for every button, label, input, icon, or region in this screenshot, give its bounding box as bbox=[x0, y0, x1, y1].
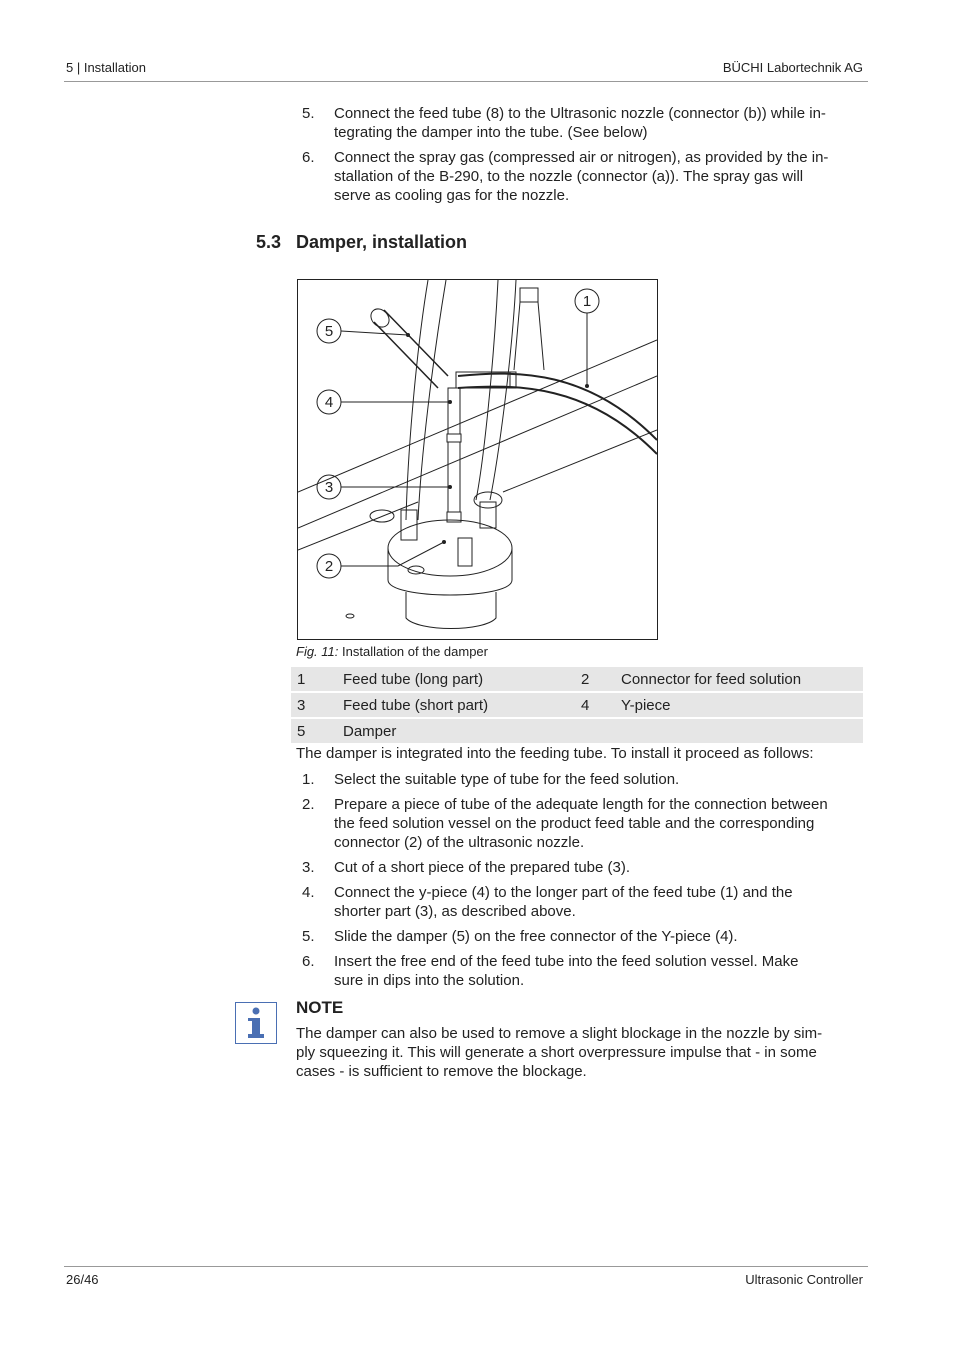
header-section-label: 5 | Installation bbox=[66, 60, 146, 75]
section-title: Damper, installation bbox=[296, 232, 468, 252]
note-text bbox=[296, 1024, 862, 1081]
table-row bbox=[291, 667, 863, 692]
callout-1: 1 bbox=[582, 293, 592, 310]
list-item bbox=[296, 952, 866, 990]
list-item bbox=[296, 148, 866, 205]
header-company: BÜCHI Labortechnik AG bbox=[722, 60, 863, 75]
note-line: ply squeezing it. This will generate a short overpressure impulse that - in some bbox=[296, 1044, 817, 1061]
step-text: Connect the feed tube (8) to the Ultrasonic nozzle (connector (b)) while in- bbox=[334, 105, 826, 122]
table-row bbox=[291, 718, 863, 744]
intro-paragraph: The damper is integrated into the feeding tube. To install it proceed as follows: bbox=[296, 745, 814, 762]
legend-table bbox=[291, 667, 863, 745]
step-text: shorter part (3), as described above. bbox=[334, 903, 576, 920]
step-text: Slide the damper (5) on the free connector of the Y-piece (4). bbox=[334, 928, 738, 945]
legend-number: 1 bbox=[291, 667, 343, 692]
step-text: sure in dips into the solution. bbox=[334, 972, 525, 989]
legend-label bbox=[621, 718, 863, 744]
callout-3: 3 bbox=[324, 479, 334, 496]
step-number: 5. bbox=[302, 105, 315, 122]
step-text: serve as cooling gas for the nozzle. bbox=[334, 187, 570, 204]
step-number: 2. bbox=[302, 796, 315, 813]
note-line: The damper can also be used to remove a slight blockage in the nozzle by sim- bbox=[296, 1025, 823, 1042]
page-number: 26/46 bbox=[66, 1272, 99, 1287]
step-number: 3. bbox=[302, 859, 315, 876]
legend-label: Y-piece bbox=[621, 692, 863, 718]
note-title: NOTE bbox=[296, 998, 344, 1017]
steps-top-list bbox=[296, 104, 866, 205]
step-text: Prepare a piece of tube of the adequate length for the connection between bbox=[334, 796, 828, 813]
caption-text: Installation of the damper bbox=[342, 644, 488, 659]
step-text: Cut of a short piece of the prepared tube (3). bbox=[334, 859, 631, 876]
step-text: Connect the spray gas (compressed air or nitrogen), as provided by the in- bbox=[334, 149, 829, 166]
damper-illustration bbox=[298, 280, 657, 639]
legend-label: Feed tube (long part) bbox=[343, 667, 581, 692]
section-heading bbox=[256, 232, 467, 253]
legend-number bbox=[581, 718, 621, 744]
legend-label: Connector for feed solution bbox=[621, 667, 863, 692]
step-text: Select the suitable type of tube for the feed solution. bbox=[334, 771, 680, 788]
legend-number: 3 bbox=[291, 692, 343, 718]
step-number: 6. bbox=[302, 953, 315, 970]
list-item bbox=[296, 858, 866, 877]
step-number: 5. bbox=[302, 928, 315, 945]
caption-label: Fig. 11: bbox=[296, 644, 339, 659]
legend-number: 5 bbox=[291, 718, 343, 744]
step-text: Connect the y-piece (4) to the longer part of the feed tube (1) and the bbox=[334, 884, 793, 901]
section-number: 5.3 bbox=[256, 232, 282, 252]
footer-rule bbox=[64, 1266, 868, 1267]
legend-label: Feed tube (short part) bbox=[343, 692, 581, 718]
legend-number: 2 bbox=[581, 667, 621, 692]
info-icon bbox=[235, 1002, 277, 1044]
step-text: Insert the free end of the feed tube into the feed solution vessel. Make bbox=[334, 953, 799, 970]
step-number: 6. bbox=[302, 149, 315, 166]
callout-4: 4 bbox=[324, 394, 334, 411]
step-text: stallation of the B-290, to the nozzle (connector (a)). The spray gas will bbox=[334, 168, 804, 185]
callout-2: 2 bbox=[324, 558, 334, 575]
step-text: connector (2) of the ultrasonic nozzle. bbox=[334, 834, 585, 851]
header-rule bbox=[64, 81, 868, 82]
steps-list bbox=[296, 770, 866, 990]
list-item bbox=[296, 795, 866, 852]
step-number: 1. bbox=[302, 771, 315, 788]
list-item bbox=[296, 927, 866, 946]
footer-product: Ultrasonic Controller bbox=[745, 1272, 863, 1287]
table-row bbox=[291, 692, 863, 718]
list-item bbox=[296, 770, 866, 789]
step-text: tegrating the damper into the tube. (See below) bbox=[334, 124, 648, 141]
step-text: the feed solution vessel on the product feed table and the corresponding bbox=[334, 815, 815, 832]
note-line: cases - is sufficient to remove the blockage. bbox=[296, 1063, 587, 1080]
legend-number: 4 bbox=[581, 692, 621, 718]
damper-installation-figure bbox=[297, 279, 658, 640]
list-item bbox=[296, 883, 866, 921]
callout-5: 5 bbox=[324, 323, 334, 340]
list-item bbox=[296, 104, 866, 142]
figure-caption bbox=[296, 644, 488, 659]
legend-label: Damper bbox=[343, 718, 581, 744]
step-number: 4. bbox=[302, 884, 315, 901]
